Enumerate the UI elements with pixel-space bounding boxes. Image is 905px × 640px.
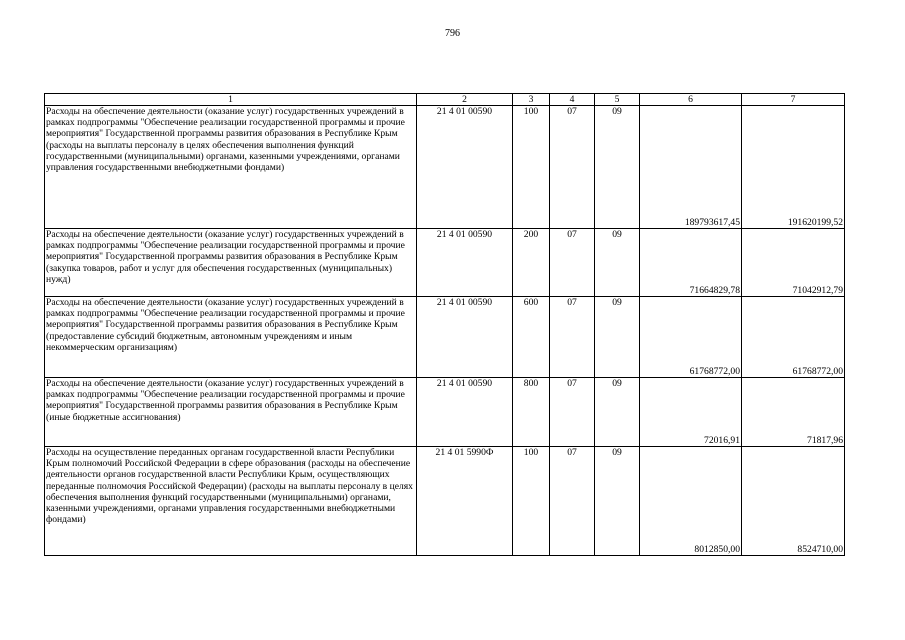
amount-cell: 72016,91 [640, 378, 742, 447]
target-code-cell: 21 4 01 00590 [417, 106, 513, 229]
expense-type-cell: 200 [513, 229, 550, 297]
column-header: 3 [513, 94, 550, 106]
row-description: Расходы на обеспечение деятельности (оказание услуг) государственных учреждений в рамках подпрограммы "Обеспечение реализации государственной программы и прочие мероприятия" Государственной программы развития образования в Республике Крым (иные бюджетные ассигнования) [45, 378, 417, 447]
amount-cell: 8524710,00 [742, 447, 845, 556]
section-cell: 07 [550, 106, 595, 229]
budget-table [44, 93, 845, 556]
amount-cell: 71664829,78 [640, 229, 742, 297]
subsection-cell: 09 [595, 378, 640, 447]
table-header-row [45, 94, 845, 106]
amount-cell: 71817,96 [742, 378, 845, 447]
table-row [45, 297, 845, 378]
row-description: Расходы на обеспечение деятельности (оказание услуг) государственных учреждений в рамках подпрограммы "Обеспечение реализации государственной программы и прочие мероприятия" Государственной программы развития образования в Республике Крым (расходы на выплаты персоналу в целях обеспечения выполнения функций государственными (муниципальными) органами, казенными учреждениями, органами управления государственными внебюджетными фондами) [45, 106, 417, 229]
subsection-cell: 09 [595, 229, 640, 297]
subsection-cell: 09 [595, 106, 640, 229]
target-code-cell: 21 4 01 5990Ф [417, 447, 513, 556]
page-number: 796 [445, 28, 460, 39]
amount-cell: 191620199,52 [742, 106, 845, 229]
row-description: Расходы на обеспечение деятельности (оказание услуг) государственных учреждений в рамках подпрограммы "Обеспечение реализации государственной программы и прочие мероприятия" Государственной программы развития образования в Республике Крым (закупка товаров, работ и услуг для обеспечения государственных (муниципальных) нужд) [45, 229, 417, 297]
row-description: Расходы на обеспечение деятельности (оказание услуг) государственных учреждений в рамках подпрограммы "Обеспечение реализации государственной программы и прочие мероприятия" Государственной программы развития образования в Республике Крым (предоставление субсидий бюджетным, автономным учреждениям и иным некоммерческим организациям) [45, 297, 417, 378]
table-row [45, 106, 845, 229]
column-header: 5 [595, 94, 640, 106]
target-code-cell: 21 4 01 00590 [417, 297, 513, 378]
section-cell: 07 [550, 447, 595, 556]
table-row [45, 447, 845, 556]
amount-cell: 8012850,00 [640, 447, 742, 556]
column-header: 7 [742, 94, 845, 106]
row-description: Расходы на осуществление переданных органам государственной власти Республики Крым полномочий Российской Федерации в сфере образования (расходы на обеспечение деятельности органов государственной власти Республики Крым, осуществляющих переданные полномочия Российской Федерации) (расходы на выплаты персоналу в целях обеспечения выполнения функций государственными (муниципальными) органами, казенными учреждениями, органами управления государственными внебюджетными фондами) [45, 447, 417, 556]
target-code-cell: 21 4 01 00590 [417, 229, 513, 297]
subsection-cell: 09 [595, 447, 640, 556]
section-cell: 07 [550, 378, 595, 447]
target-code-cell: 21 4 01 00590 [417, 378, 513, 447]
expense-type-cell: 100 [513, 447, 550, 556]
table-row [45, 378, 845, 447]
amount-cell: 189793617,45 [640, 106, 742, 229]
expense-type-cell: 800 [513, 378, 550, 447]
amount-cell: 61768772,00 [742, 297, 845, 378]
expense-type-cell: 100 [513, 106, 550, 229]
amount-cell: 71042912,79 [742, 229, 845, 297]
column-header: 6 [640, 94, 742, 106]
table-row [45, 229, 845, 297]
column-header: 2 [417, 94, 513, 106]
amount-cell: 61768772,00 [640, 297, 742, 378]
section-cell: 07 [550, 229, 595, 297]
expense-type-cell: 600 [513, 297, 550, 378]
column-header: 4 [550, 94, 595, 106]
column-header: 1 [45, 94, 417, 106]
section-cell: 07 [550, 297, 595, 378]
subsection-cell: 09 [595, 297, 640, 378]
